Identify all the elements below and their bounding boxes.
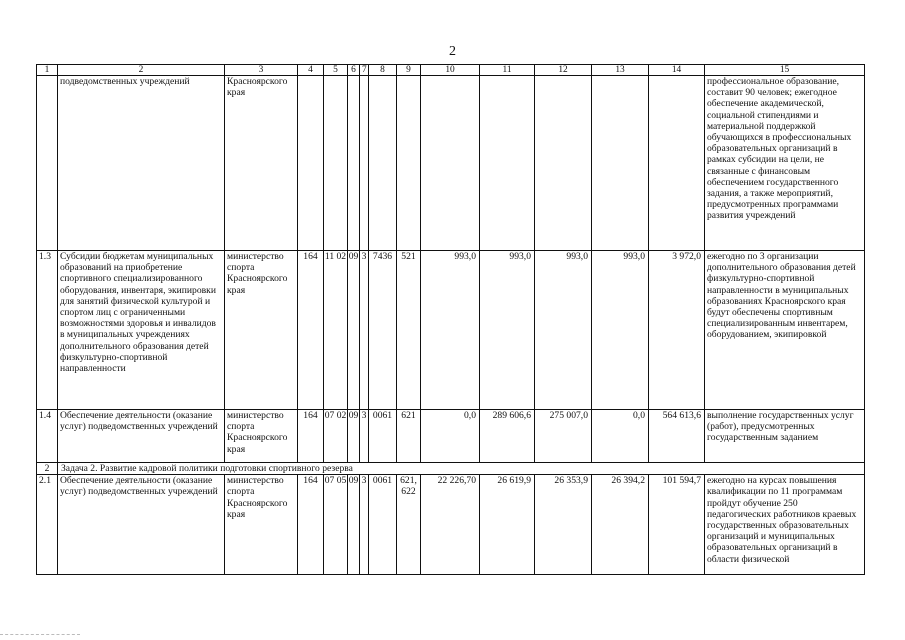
row-id [37, 76, 58, 251]
col-header: 13 [592, 65, 649, 76]
cell-c5: 11 02 [324, 251, 348, 410]
cell-c7: 3 [360, 410, 369, 463]
cell-c8: 7436 [369, 251, 397, 410]
cell-c8 [369, 76, 397, 251]
col-header: 10 [421, 65, 480, 76]
cell-c10: 22 226,70 [421, 475, 480, 575]
task-id: 2 [37, 463, 58, 475]
cell-c6: 09 [348, 410, 360, 463]
cell-c6: 09 [348, 251, 360, 410]
cell-c8: 0061 [369, 475, 397, 575]
col-header: 14 [649, 65, 705, 76]
cell-c10: 993,0 [421, 251, 480, 410]
cell-c10: 0,0 [421, 410, 480, 463]
table-row [37, 475, 865, 575]
cell-c5: 07 05 [324, 475, 348, 575]
row-name: Обеспечение деятельности (оказание услуг) подведомственных учреждений [58, 410, 225, 463]
cell-c5: 07 02 [324, 410, 348, 463]
col-header: 11 [480, 65, 535, 76]
cell-c12 [535, 76, 592, 251]
cell-c7: 3 [360, 475, 369, 575]
row-name: Обеспечение деятельности (оказание услуг) подведомственных учреждений [58, 475, 225, 575]
col-header: 9 [397, 65, 421, 76]
cell-c14: 3 972,0 [649, 251, 705, 410]
col-header: 6 [348, 65, 360, 76]
cell-c14: 564 613,6 [649, 410, 705, 463]
cell-c7: 3 [360, 251, 369, 410]
cell-c10 [421, 76, 480, 251]
row-ministry: министерство спорта Красноярского края [225, 475, 298, 575]
program-table [36, 64, 865, 575]
cell-c4: 164 [298, 475, 324, 575]
table-row [37, 76, 865, 251]
row-result: профессиональное образование, составит 90 человек; ежегодное обеспечение академической, социальной стипендиями и материальной поддержкой обучающихся в профессиональных образовательных организаций в рамках субсидии на цели, не связанные с финансовым обеспечением государственного задания, а также мероприятий, предусмотренных программами развития учреждений [705, 76, 865, 251]
table-row [37, 410, 865, 463]
cell-c13: 0,0 [592, 410, 649, 463]
page-edge-mark [0, 634, 80, 637]
row-result: выполнение государственных услуг (работ), предусмотренных государственным заданием [705, 410, 865, 463]
row-ministry: министерство спорта Красноярского края [225, 410, 298, 463]
col-header: 3 [225, 65, 298, 76]
cell-c14: 101 594,7 [649, 475, 705, 575]
cell-c5 [324, 76, 348, 251]
row-ministry: министерство спорта Красноярского края [225, 251, 298, 410]
table-row [37, 251, 865, 410]
cell-c11: 289 606,6 [480, 410, 535, 463]
row-name: подведомственных учреждений [58, 76, 225, 251]
cell-c12: 993,0 [535, 251, 592, 410]
cell-c13: 993,0 [592, 251, 649, 410]
task-title: Задача 2. Развитие кадровой политики подготовки спортивного резерва [58, 463, 865, 475]
col-header: 5 [324, 65, 348, 76]
row-ministry: Красноярского края [225, 76, 298, 251]
cell-c13: 26 394,2 [592, 475, 649, 575]
row-name: Субсидии бюджетам муниципальных образований на приобретение спортивного специализированного оборудования, инвентаря, экипировки для занятий физической культурой и спортом лиц с ограниченными возможностями здоровья и инвалидов в муниципальных учреждениях дополнительного образования детей физкультурно-спортивной направленности [58, 251, 225, 410]
col-header: 1 [37, 65, 58, 76]
row-result: ежегодно на курсах повышения квалификации по 11 программам пройдут обучение 250 педагогических работников краевых государственных образовательных организаций и муниципальных образовательных организаций в области физической [705, 475, 865, 575]
cell-c8: 0061 [369, 410, 397, 463]
row-id: 2.1 [37, 475, 58, 575]
cell-c11: 26 619,9 [480, 475, 535, 575]
cell-c12: 275 007,0 [535, 410, 592, 463]
col-header: 15 [705, 65, 865, 76]
col-header: 4 [298, 65, 324, 76]
cell-c6 [348, 76, 360, 251]
cell-c9: 521 [397, 251, 421, 410]
cell-c9: 621 [397, 410, 421, 463]
col-header: 2 [58, 65, 225, 76]
cell-c14 [649, 76, 705, 251]
cell-c11 [480, 76, 535, 251]
cell-c12: 26 353,9 [535, 475, 592, 575]
cell-c13 [592, 76, 649, 251]
cell-c6: 09 [348, 475, 360, 575]
row-id: 1.4 [37, 410, 58, 463]
cell-c9: 621, 622 [397, 475, 421, 575]
task-row [37, 463, 865, 475]
col-header: 12 [535, 65, 592, 76]
cell-c11: 993,0 [480, 251, 535, 410]
cell-c4: 164 [298, 410, 324, 463]
page-number: 2 [449, 44, 456, 59]
col-header: 8 [369, 65, 397, 76]
header-row [37, 65, 865, 76]
cell-c4: 164 [298, 251, 324, 410]
cell-c7 [360, 76, 369, 251]
cell-c4 [298, 76, 324, 251]
col-header: 7 [360, 65, 369, 76]
cell-c9 [397, 76, 421, 251]
row-id: 1.3 [37, 251, 58, 410]
row-result: ежегодно по 3 организации дополнительного образования детей физкультурно-спортивной направленности в муниципальных образованиях Красноярского края будут обеспечены спортивным специализированным инвентарем, оборудованием, экипировкой [705, 251, 865, 410]
